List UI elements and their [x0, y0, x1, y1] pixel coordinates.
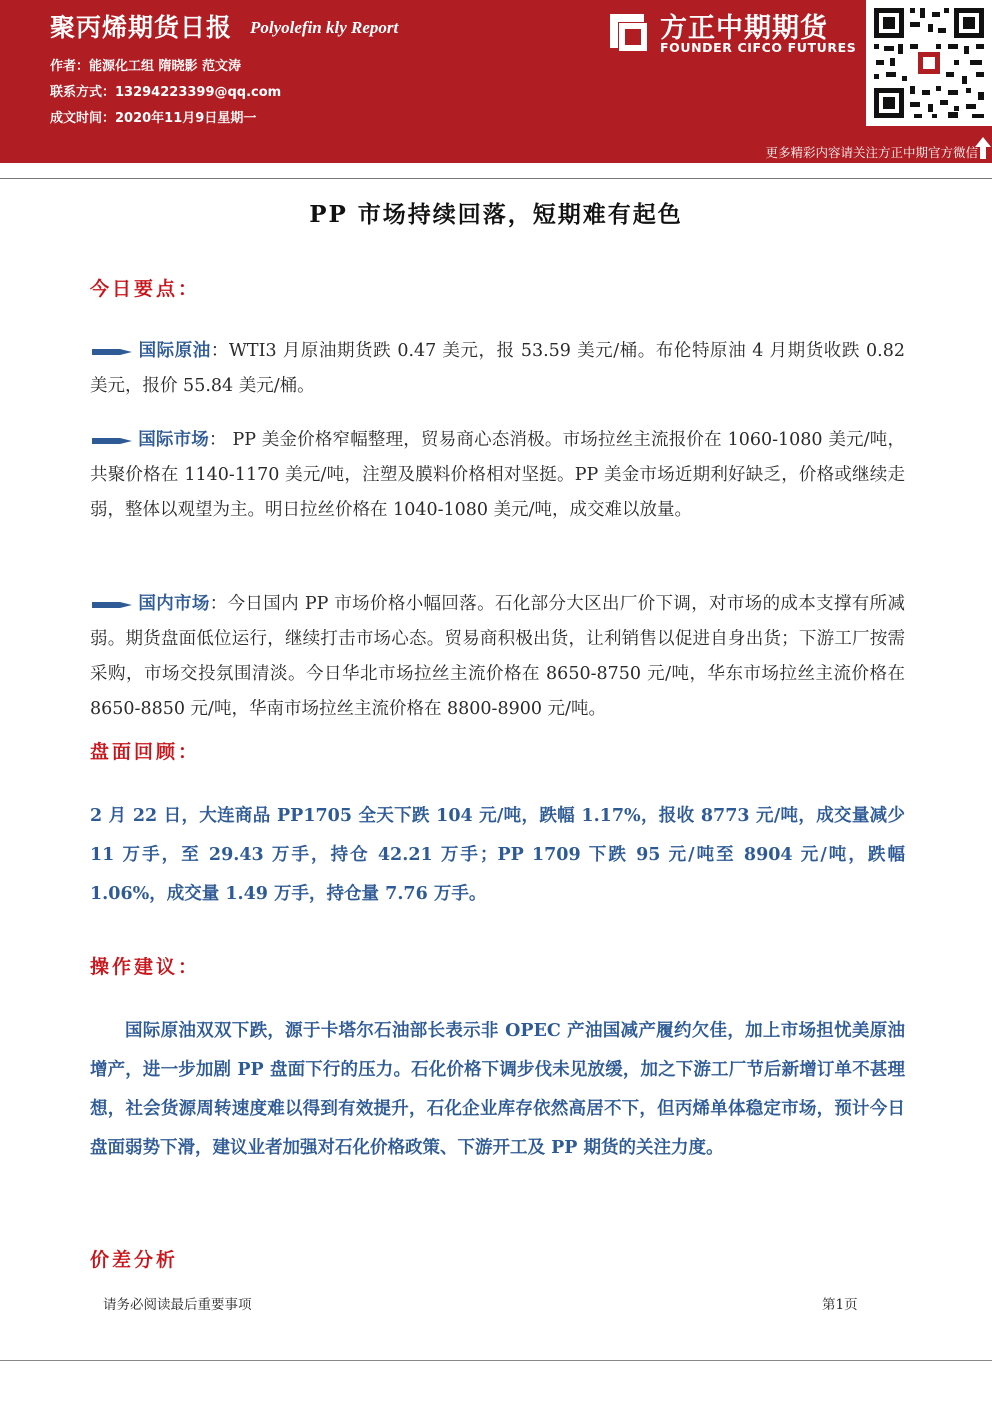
point-label: 国际市场	[138, 430, 209, 450]
report-title-en: Polyolefin kly Report	[250, 18, 399, 37]
point-label: 国内市场	[138, 594, 210, 614]
authors: 作者：能源化工组 隋晓影 范文涛	[50, 59, 242, 74]
report-header	[0, 0, 992, 163]
document-title: PP 市场持续回落，短期难有起色	[309, 201, 683, 228]
market-review-text: 2 月 22 日，大连商品 PP1705 全天下跌 104 元/吨，跌幅 1.17%，报收 8773 元/吨，成交量减少 11 万手，至 29.43 万手，持仓 42.21 万手；PP 1709 下跌 95 元/吨至 8904 元/吨，跌幅 1.06%，成交量 1.49 万手，持仓量 7.76 万手。	[90, 806, 905, 904]
section-market-review: 盘面回顾：	[90, 741, 201, 763]
logo-text-cn: 方正中期期货	[660, 13, 828, 44]
point-text: ：WTI3 月原油期货跌 0.47 美元，报 53.59 美元/桶。布伦特原油 4 月期货收跌 0.82 美元，报价 55.84 美元/桶。	[90, 341, 906, 396]
arrow-up-icon	[974, 136, 992, 160]
contact: 联系方式：13294223399@qq.com	[50, 85, 282, 100]
point-text: ：今日国内 PP 市场价格小幅回落。石化部分大区出厂价下调，对市场的成本支撑有所减弱。期货盘面低位运行，继续打击市场心态。贸易商积极出货，让利销售以促进自身出货；下游工厂按需采购，市场交投氛围清淡。今日华北市场拉丝主流价格在 8650-8750 元/吨，华东市场拉丝主流价格在 8650-8850 元/吨，华南市场拉丝主流价格在 8800-8900 元/吨。	[90, 594, 905, 719]
point-text: ： PP 美金价格窄幅整理，贸易商心态消极。市场拉丝主流报价在 1060-1080 美元/吨，共聚价格在 1140-1170 美元/吨，注塑及膜料价格相对坚挺。PP 美金市场近期利好缺乏，价格或继续走弱，整体以观望为主。明日拉丝价格在 1040-1080 美元/吨，成交难以放量。	[90, 430, 906, 520]
point-label: 国际原油	[138, 341, 211, 361]
section-suggestion: 操作建议：	[90, 956, 201, 978]
logo-mark-icon	[604, 8, 650, 54]
suggestion-text: 国际原油双双下跌，源于卡塔尔石油部长表示非 OPEC 产油国减产履约欠佳，加上市场担忧美原油增产，进一步加剧 PP 盘面下行的压力。石化价格下调步伐未见放缓，加之下游工厂节后新增订单不甚理想，社会货源周转速度难以得到有效提升，石化企业库存依然高居不下，但丙烯单体稳定市场，预计今日盘面弱势下滑，建议业者加强对石化价格政策、下游开工及 PP 期货的关注力度。	[90, 1021, 905, 1158]
company-logo	[604, 8, 859, 60]
bullet-arrow-icon	[90, 598, 134, 612]
report-title: 聚丙烯期货日报	[50, 13, 233, 42]
qr-code-icon	[866, 0, 992, 126]
section-spread-analysis: 价差分析	[90, 1249, 179, 1271]
header-divider	[0, 178, 992, 179]
point-domestic-market	[90, 587, 905, 727]
page-number: 第1页	[822, 1297, 858, 1313]
follow-wechat-text: 更多精彩内容请关注方正中期官方微信	[765, 145, 978, 160]
point-intl-crude	[90, 334, 905, 404]
report-date: 成文时间：2020年11月9日星期一	[50, 111, 257, 126]
logo-text-en: FOUNDER CIFCO FUTURES	[660, 40, 857, 55]
bullet-arrow-icon	[90, 434, 134, 448]
footer-notice: 请务必阅读最后重要事项	[103, 1297, 252, 1313]
footer-divider	[0, 1360, 992, 1361]
bullet-arrow-icon	[90, 345, 134, 359]
section-today-points: 今日要点：	[90, 278, 201, 300]
point-intl-market	[90, 423, 905, 528]
